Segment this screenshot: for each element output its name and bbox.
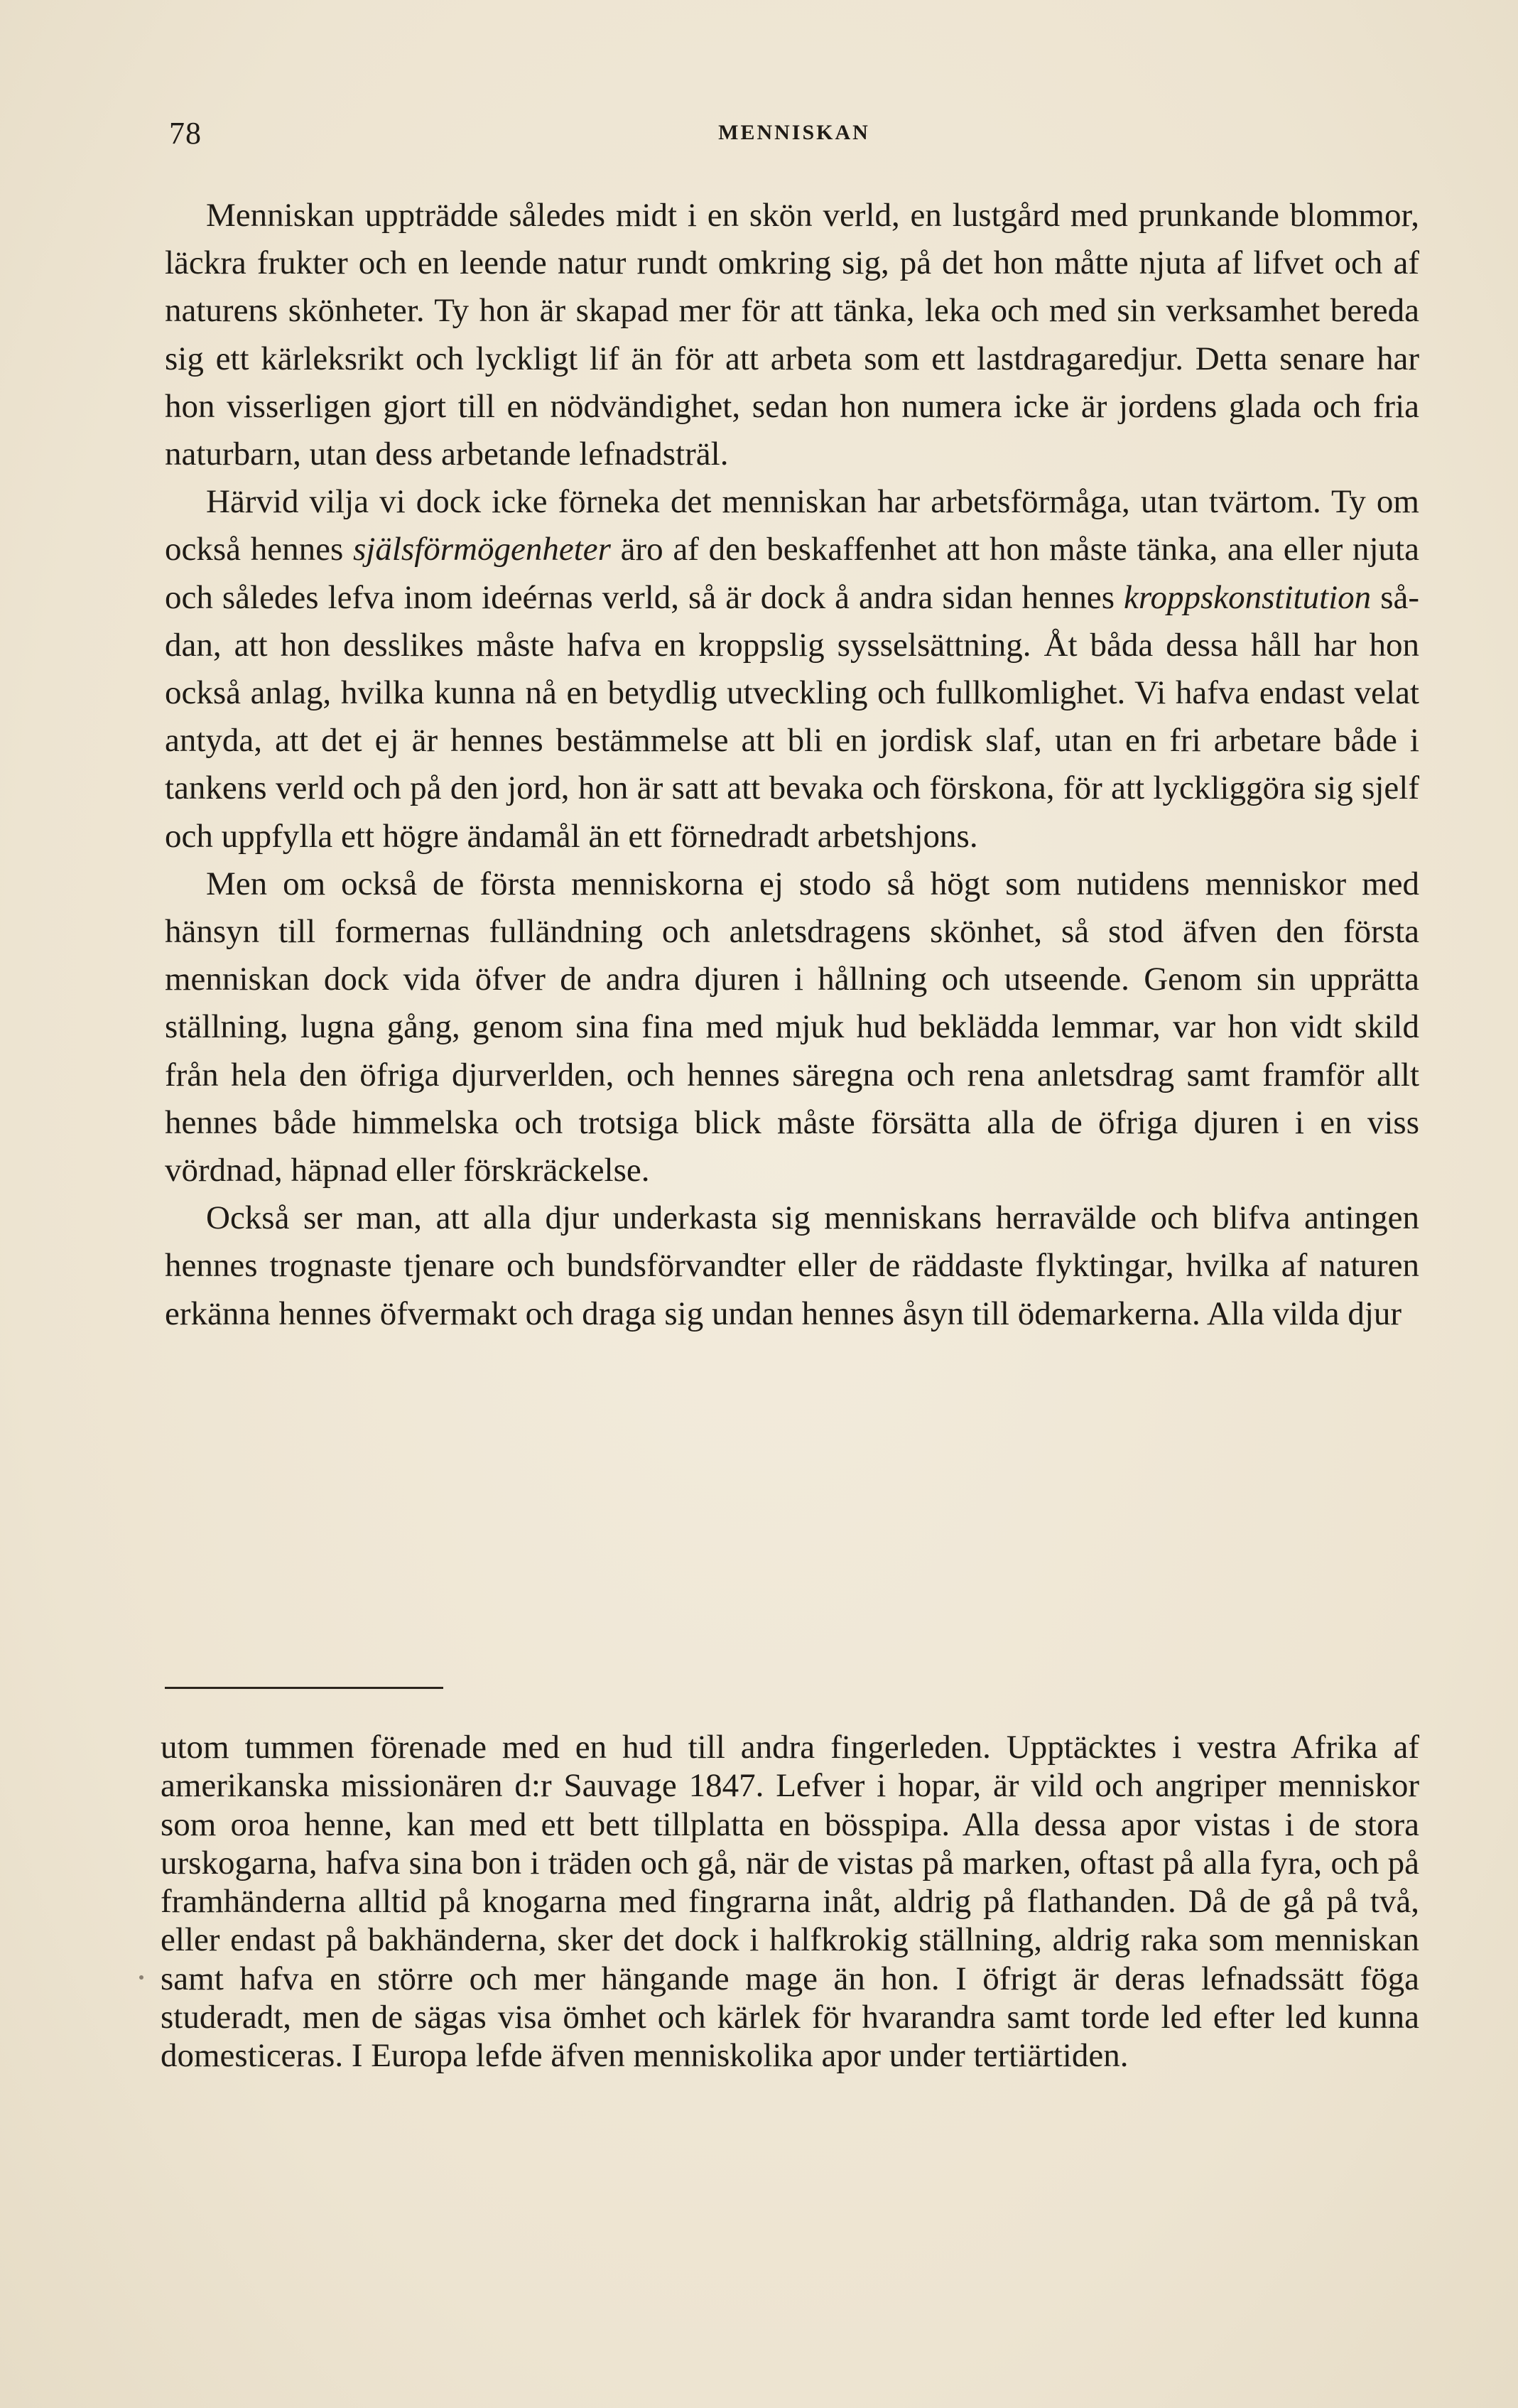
footnote [161,1728,1419,2075]
page-number: 78 [169,116,202,151]
page-header [169,115,1419,158]
paragraph: Men om också de första menniskorna ej stodo så högt som nutidens menniskor med hänsyn till formernas fulländning och anletsdragens skönhet, så stod äfven den första menniskan dock vida öfver de andra djuren i hållning och utseende. Genom sin upprätta ställning, lugna gång, genom sina fina med mjuk hud beklädda lemmar, var hon vidt skild från hela den öfriga djurverlden, och hennes säregna och rena anletsdrag samt framför allt hennes både himmelska och trotsiga blick måste försätta alla de öfriga djuren i en viss vördnad, häpnad eller förskräckelse. [165,865,1419,1189]
running-title: MENNISKAN [718,121,870,144]
paragraph: Också ser man, att alla djur underkasta sig menniskans herravälde och blifva antingen hennes trognaste tjenare och bundsförvandter eller de räddaste flyktingar, hvilka af naturen erkänna hennes öfvermakt och draga sig undan hennes åsyn till ödemarkerna. Alla vilda djur [165,1199,1419,1332]
paragraph: Härvid vilja vi dock icke förneka det menniskan har arbetsförmåga, utan tvärtom. Ty om också hennes själsförmögenheter äro af den beskaffenhet att hon måste tänka, ana eller njuta och således lefva inom ideérnas verld, så är dock å andra sidan hennes kroppskonstitution sådan, att hon desslikes måste hafva en kroppslig sysselsättning. Åt båda dessa håll har hon också anlag, hvilka kunna nå en betydlig utveckling och fullkomlighet. Vi hafva endast velat antyda, att det ej är hennes bestämmelse att bli en jordisk slaf, utan en fri arbetare både i tankens verld och på den jord, hon är satt att bevaka och förskona, för att lyckliggöra sig sjelf och uppfylla ett högre ändamål än ett förnedradt arbetshjons. [165,483,1419,855]
main-text [165,192,1419,1338]
italic-term: själsförmögenheter [353,531,611,568]
footnote-divider [165,1687,443,1689]
paper-speck [139,1975,143,1980]
footnote-text: utom tummen förenade med en hud till andra fingerleden. Upptäcktes i vestra Afrika af amerikanska missionären d:r Sauvage 1847. Lefver i hopar, är vild och angriper menniskor som oroa henne, kan med ett bett tillplatta en bösspipa. Alla dessa apor vistas i de stora urskogarna, hafva sina bon i träden och gå, när de vistas på marken, oftast på alla fyra, och på framhänderna alltid på knogarna med fingrarna inåt, aldrig på flathanden. Då de gå på två, eller endast på bakhänderna, sker det dock i halfkrokig ställning, aldrig raka som menniskan samt hafva en större och mer hängande mage än hon. I öfrigt är deras lefnadssätt föga studeradt, men de sägas visa ömhet och kärlek för hvarandra samt torde led efter led kunna domesticeras. I Europa lefde äfven menniskolika apor under tertiärtiden. [161,1729,1419,2075]
paragraph: Menniskan uppträdde således midt i en skön verld, en lustgård med prunkande blommor, läckra frukter och en leende natur rundt omkring sig, på det hon måtte njuta af lifvet och af naturens skönheter. Ty hon är skapad mer för att tänka, leka och med sin verksamhet bereda sig ett kärleksrikt och lyckligt lif än för att arbeta som ett lastdragaredjur. Detta senare har hon visserligen gjort till en nödvändighet, sedan hon numera icke är jordens glada och fria naturbarn, utan dess arbetande lefnadsträl. [165,197,1419,473]
italic-term: kroppskonstitution [1124,578,1372,616]
